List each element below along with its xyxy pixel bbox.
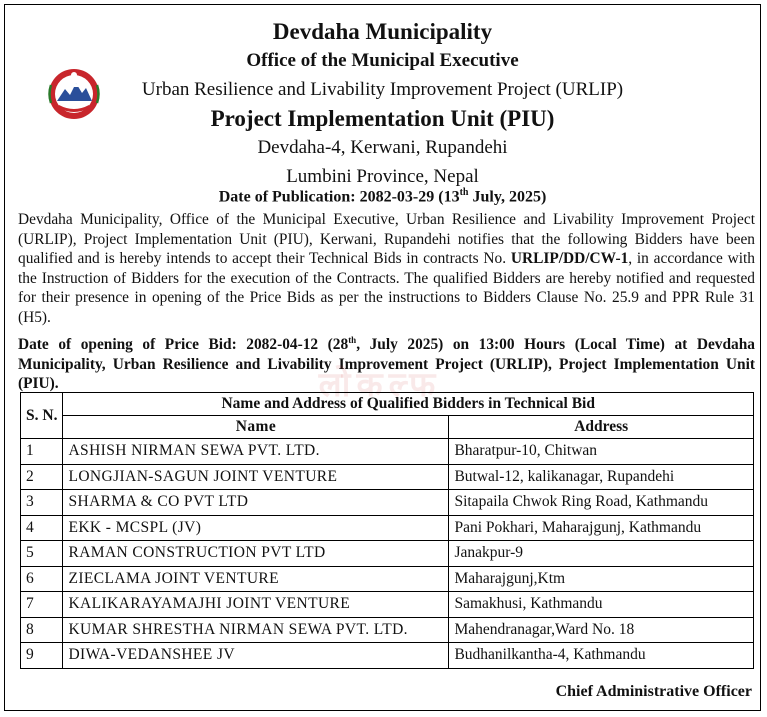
table-row (21, 490, 754, 516)
bidder-name: DIWA-VEDANSHEE JV (63, 643, 449, 669)
table-row (21, 617, 754, 643)
publication-date: Date of Publication: 2082-03-29 (13th July, 2025) (218, 187, 547, 206)
sn-header: S. N. (21, 393, 63, 439)
qualified-bidders-table (20, 392, 754, 669)
table-row (21, 566, 754, 592)
bidder-address: Budhanilkantha-4, Kathmandu (449, 643, 754, 669)
project-title: Urban Resilience and Livability Improvement Project (URLIP) (141, 79, 624, 100)
row-sn: 4 (21, 515, 63, 541)
row-sn: 9 (21, 643, 63, 669)
bidder-address: Bharatpur-10, Chitwan (449, 439, 754, 465)
bidder-name: ASHISH NIRMAN SEWA PVT. LTD. (63, 439, 449, 465)
bidder-name: KUMAR SHRESTHA NIRMAN SEWA PVT. LTD. (63, 617, 449, 643)
table-row (21, 439, 754, 465)
bidder-name: EKK - MCSPL (JV) (63, 515, 449, 541)
address-line-2: Lumbini Province, Nepal (286, 166, 479, 187)
bidder-name: RAMAN CONSTRUCTION PVT LTD (63, 541, 449, 567)
row-sn: 5 (21, 541, 63, 567)
notice-body: Devdaha Municipality, Office of the Municipal Executive, Urban Resilience and Livability Improvement Project (URLIP), Project Implementation Unit (PIU), Kerwani, Rupandehi notifies that the following Bidders have been qualified and is hereby intends to accept their Technical Bids in contracts No. URLIP/DD/CW-1, in accordance with the Instruction of Bidders for the execution of the Contracts. The qualified Bidders are hereby notified and requested for their presence in opening of the Price Bids as per the instructions to Bidders Clause No. 25.9 and PPR Rule 31 (H5). (18, 211, 756, 326)
row-sn: 1 (21, 439, 63, 465)
bidder-name: SHARMA & CO PVT LTD (63, 490, 449, 516)
row-sn: 8 (21, 617, 63, 643)
row-sn: 3 (21, 490, 63, 516)
unit-title: Project Implementation Unit (PIU) (210, 106, 555, 131)
office-title: Office of the Municipal Executive (246, 50, 519, 71)
watermark-logo: लोकल्फ (318, 365, 442, 405)
bidder-name: ZIECLAMA JOINT VENTURE (63, 566, 449, 592)
group-header: Name and Address of Qualified Bidders in Technical Bid (63, 393, 754, 416)
bidder-address: Pani Pokhari, Maharajgunj, Kathmandu (449, 515, 754, 541)
bidder-name: LONGJIAN-SAGUN JOINT VENTURE (63, 464, 449, 490)
row-sn: 2 (21, 464, 63, 490)
bidder-address: Sitapaila Chwok Ring Road, Kathmandu (449, 490, 754, 516)
signatory: Chief Administrative Officer (555, 683, 752, 700)
bidder-address: Janakpur-9 (449, 541, 754, 567)
table-row (21, 592, 754, 618)
municipality-title: Devdaha Municipality (272, 19, 493, 44)
table-row (21, 643, 754, 669)
bidder-address: Samakhusi, Kathmandu (449, 592, 754, 618)
table-row (21, 464, 754, 490)
table-row (21, 515, 754, 541)
row-sn: 7 (21, 592, 63, 618)
row-sn: 6 (21, 566, 63, 592)
public-notice (4, 4, 761, 711)
price-bid-opening: Date of opening of Price Bid: 2082-04-12 (28th, July 2025) on 13:00 Hours (Local Time) at Devdaha Municipality, Urban Resilience and Livability Improvement Project (URLIP), Project Implementation Unit (PIU). (18, 335, 755, 393)
bidder-name: KALIKARAYAMAJHI JOINT VENTURE (63, 592, 449, 618)
bidder-address: Maharajgunj,Ktm (449, 566, 754, 592)
bidder-address: Butwal-12, kalikanagar, Rupandehi (449, 464, 754, 490)
bidder-address: Mahendranagar,Ward No. 18 (449, 617, 754, 643)
table-row (21, 541, 754, 567)
address-line-1: Devdaha-4, Kerwani, Rupandehi (257, 137, 508, 158)
address-header: Address (449, 416, 754, 439)
contract-number: URLIP/DD/CW-1 (510, 250, 629, 268)
name-header: Name (63, 416, 449, 439)
